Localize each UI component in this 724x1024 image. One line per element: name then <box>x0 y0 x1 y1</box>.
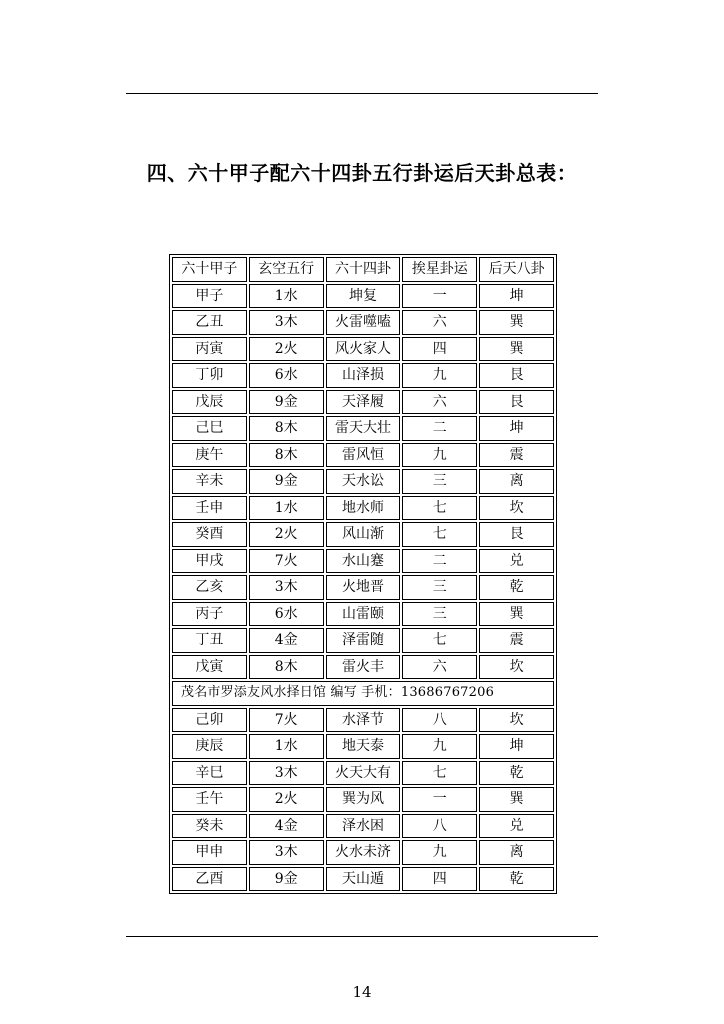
cell-gua: 地水师 <box>326 496 401 521</box>
cell-wuxing: 3木 <box>249 761 324 786</box>
cell-gua: 天水讼 <box>326 469 401 494</box>
author-note-row <box>172 681 554 706</box>
cell-jiazi: 戊辰 <box>172 390 247 415</box>
cell-wuxing: 6水 <box>249 363 324 388</box>
table-row <box>172 469 554 494</box>
cell-wuxing: 2火 <box>249 787 324 812</box>
cell-guayun: 九 <box>402 840 477 865</box>
cell-bagua: 坤 <box>479 734 554 759</box>
cell-guayun: 七 <box>402 496 477 521</box>
table-row <box>172 416 554 441</box>
table-row <box>172 840 554 865</box>
column-header-wuxing: 玄空五行 <box>249 257 324 282</box>
table-row <box>172 310 554 335</box>
cell-guayun: 八 <box>402 708 477 733</box>
cell-wuxing: 1水 <box>249 734 324 759</box>
cell-guayun: 三 <box>402 602 477 627</box>
table-row <box>172 337 554 362</box>
table-row <box>172 655 554 680</box>
cell-bagua: 艮 <box>479 390 554 415</box>
cell-bagua: 坎 <box>479 496 554 521</box>
cell-bagua: 坎 <box>479 708 554 733</box>
cell-guayun: 三 <box>402 575 477 600</box>
cell-gua: 火天大有 <box>326 761 401 786</box>
cell-wuxing: 9金 <box>249 469 324 494</box>
cell-bagua: 震 <box>479 628 554 653</box>
cell-wuxing: 3木 <box>249 840 324 865</box>
cell-bagua: 巽 <box>479 787 554 812</box>
cell-jiazi: 甲子 <box>172 284 247 309</box>
table-row <box>172 522 554 547</box>
cell-jiazi: 丁卯 <box>172 363 247 388</box>
cell-jiazi: 庚辰 <box>172 734 247 759</box>
cell-guayun: 一 <box>402 284 477 309</box>
cell-gua: 山雷颐 <box>326 602 401 627</box>
cell-jiazi: 戊寅 <box>172 655 247 680</box>
cell-guayun: 四 <box>402 337 477 362</box>
cell-gua: 风山渐 <box>326 522 401 547</box>
table-row <box>172 602 554 627</box>
cell-jiazi: 己巳 <box>172 416 247 441</box>
cell-wuxing: 3木 <box>249 575 324 600</box>
cell-guayun: 六 <box>402 390 477 415</box>
cell-wuxing: 8木 <box>249 655 324 680</box>
cell-gua: 天山遁 <box>326 867 401 892</box>
cell-guayun: 二 <box>402 549 477 574</box>
cell-bagua: 巽 <box>479 337 554 362</box>
cell-gua: 巽为风 <box>326 787 401 812</box>
table-row <box>172 390 554 415</box>
cell-wuxing: 2火 <box>249 522 324 547</box>
cell-bagua: 巽 <box>479 310 554 335</box>
column-header-jiazi: 六十甲子 <box>172 257 247 282</box>
cell-gua: 泽水困 <box>326 814 401 839</box>
cell-bagua: 乾 <box>479 761 554 786</box>
cell-jiazi: 壬申 <box>172 496 247 521</box>
cell-bagua: 兑 <box>479 814 554 839</box>
cell-jiazi: 丙寅 <box>172 337 247 362</box>
cell-gua: 坤复 <box>326 284 401 309</box>
cell-jiazi: 庚午 <box>172 443 247 468</box>
cell-guayun: 七 <box>402 522 477 547</box>
column-header-gua: 六十四卦 <box>326 257 401 282</box>
cell-gua: 雷天大壮 <box>326 416 401 441</box>
table-row <box>172 867 554 892</box>
cell-wuxing: 2火 <box>249 337 324 362</box>
cell-guayun: 九 <box>402 443 477 468</box>
table-row <box>172 628 554 653</box>
cell-guayun: 二 <box>402 416 477 441</box>
cell-bagua: 坤 <box>479 284 554 309</box>
cell-bagua: 兑 <box>479 549 554 574</box>
cell-gua: 火雷噬嗑 <box>326 310 401 335</box>
cell-bagua: 离 <box>479 840 554 865</box>
cell-gua: 雷火丰 <box>326 655 401 680</box>
cell-wuxing: 9金 <box>249 390 324 415</box>
header-rule <box>126 93 598 94</box>
page-title: 四、六十甲子配六十四卦五行卦运后天卦总表： <box>146 161 578 185</box>
cell-wuxing: 6水 <box>249 602 324 627</box>
cell-gua: 火地晋 <box>326 575 401 600</box>
cell-bagua: 坎 <box>479 655 554 680</box>
footer-rule <box>126 936 598 937</box>
column-header-bagua: 后天八卦 <box>479 257 554 282</box>
cell-wuxing: 1水 <box>249 284 324 309</box>
cell-jiazi: 乙酉 <box>172 867 247 892</box>
table-row <box>172 549 554 574</box>
table-row <box>172 363 554 388</box>
cell-bagua: 巽 <box>479 602 554 627</box>
cell-gua: 山泽损 <box>326 363 401 388</box>
cell-gua: 风火家人 <box>326 337 401 362</box>
author-note: 茂名市罗添友风水择日馆 编写 手机：13686767206 <box>172 681 554 706</box>
cell-gua: 泽雷随 <box>326 628 401 653</box>
cell-guayun: 三 <box>402 469 477 494</box>
cell-wuxing: 4金 <box>249 628 324 653</box>
cell-bagua: 乾 <box>479 867 554 892</box>
cell-guayun: 八 <box>402 814 477 839</box>
table-row <box>172 284 554 309</box>
table-row <box>172 761 554 786</box>
cell-guayun: 四 <box>402 867 477 892</box>
cell-gua: 地天泰 <box>326 734 401 759</box>
cell-bagua: 震 <box>479 443 554 468</box>
cell-jiazi: 壬午 <box>172 787 247 812</box>
cell-jiazi: 癸酉 <box>172 522 247 547</box>
table-row <box>172 496 554 521</box>
cell-jiazi: 辛未 <box>172 469 247 494</box>
cell-jiazi: 辛巳 <box>172 761 247 786</box>
cell-bagua: 坤 <box>479 416 554 441</box>
cell-jiazi: 丁丑 <box>172 628 247 653</box>
page-number: 14 <box>352 983 372 1001</box>
cell-wuxing: 8木 <box>249 443 324 468</box>
cell-bagua: 离 <box>479 469 554 494</box>
cell-bagua: 艮 <box>479 522 554 547</box>
cell-bagua: 乾 <box>479 575 554 600</box>
cell-wuxing: 8木 <box>249 416 324 441</box>
cell-jiazi: 己卯 <box>172 708 247 733</box>
cell-jiazi: 乙亥 <box>172 575 247 600</box>
cell-jiazi: 丙子 <box>172 602 247 627</box>
table-row <box>172 575 554 600</box>
cell-wuxing: 7火 <box>249 708 324 733</box>
cell-gua: 水山蹇 <box>326 549 401 574</box>
cell-guayun: 七 <box>402 761 477 786</box>
table-header-row <box>172 257 554 282</box>
cell-wuxing: 3木 <box>249 310 324 335</box>
cell-gua: 天泽履 <box>326 390 401 415</box>
cell-wuxing: 7火 <box>249 549 324 574</box>
table-row <box>172 787 554 812</box>
ganzhi-gua-table <box>169 254 557 894</box>
table-row <box>172 443 554 468</box>
table-row <box>172 814 554 839</box>
cell-jiazi: 乙丑 <box>172 310 247 335</box>
cell-guayun: 七 <box>402 628 477 653</box>
cell-guayun: 一 <box>402 787 477 812</box>
cell-wuxing: 9金 <box>249 867 324 892</box>
table-body <box>172 284 554 892</box>
cell-bagua: 艮 <box>479 363 554 388</box>
table-row <box>172 708 554 733</box>
cell-wuxing: 1水 <box>249 496 324 521</box>
cell-guayun: 六 <box>402 310 477 335</box>
column-header-guayun: 挨星卦运 <box>402 257 477 282</box>
cell-gua: 火水未济 <box>326 840 401 865</box>
cell-jiazi: 甲戌 <box>172 549 247 574</box>
cell-wuxing: 4金 <box>249 814 324 839</box>
cell-jiazi: 癸未 <box>172 814 247 839</box>
cell-gua: 雷风恒 <box>326 443 401 468</box>
cell-guayun: 九 <box>402 734 477 759</box>
cell-guayun: 九 <box>402 363 477 388</box>
cell-gua: 水泽节 <box>326 708 401 733</box>
cell-guayun: 六 <box>402 655 477 680</box>
table-row <box>172 734 554 759</box>
cell-jiazi: 甲申 <box>172 840 247 865</box>
